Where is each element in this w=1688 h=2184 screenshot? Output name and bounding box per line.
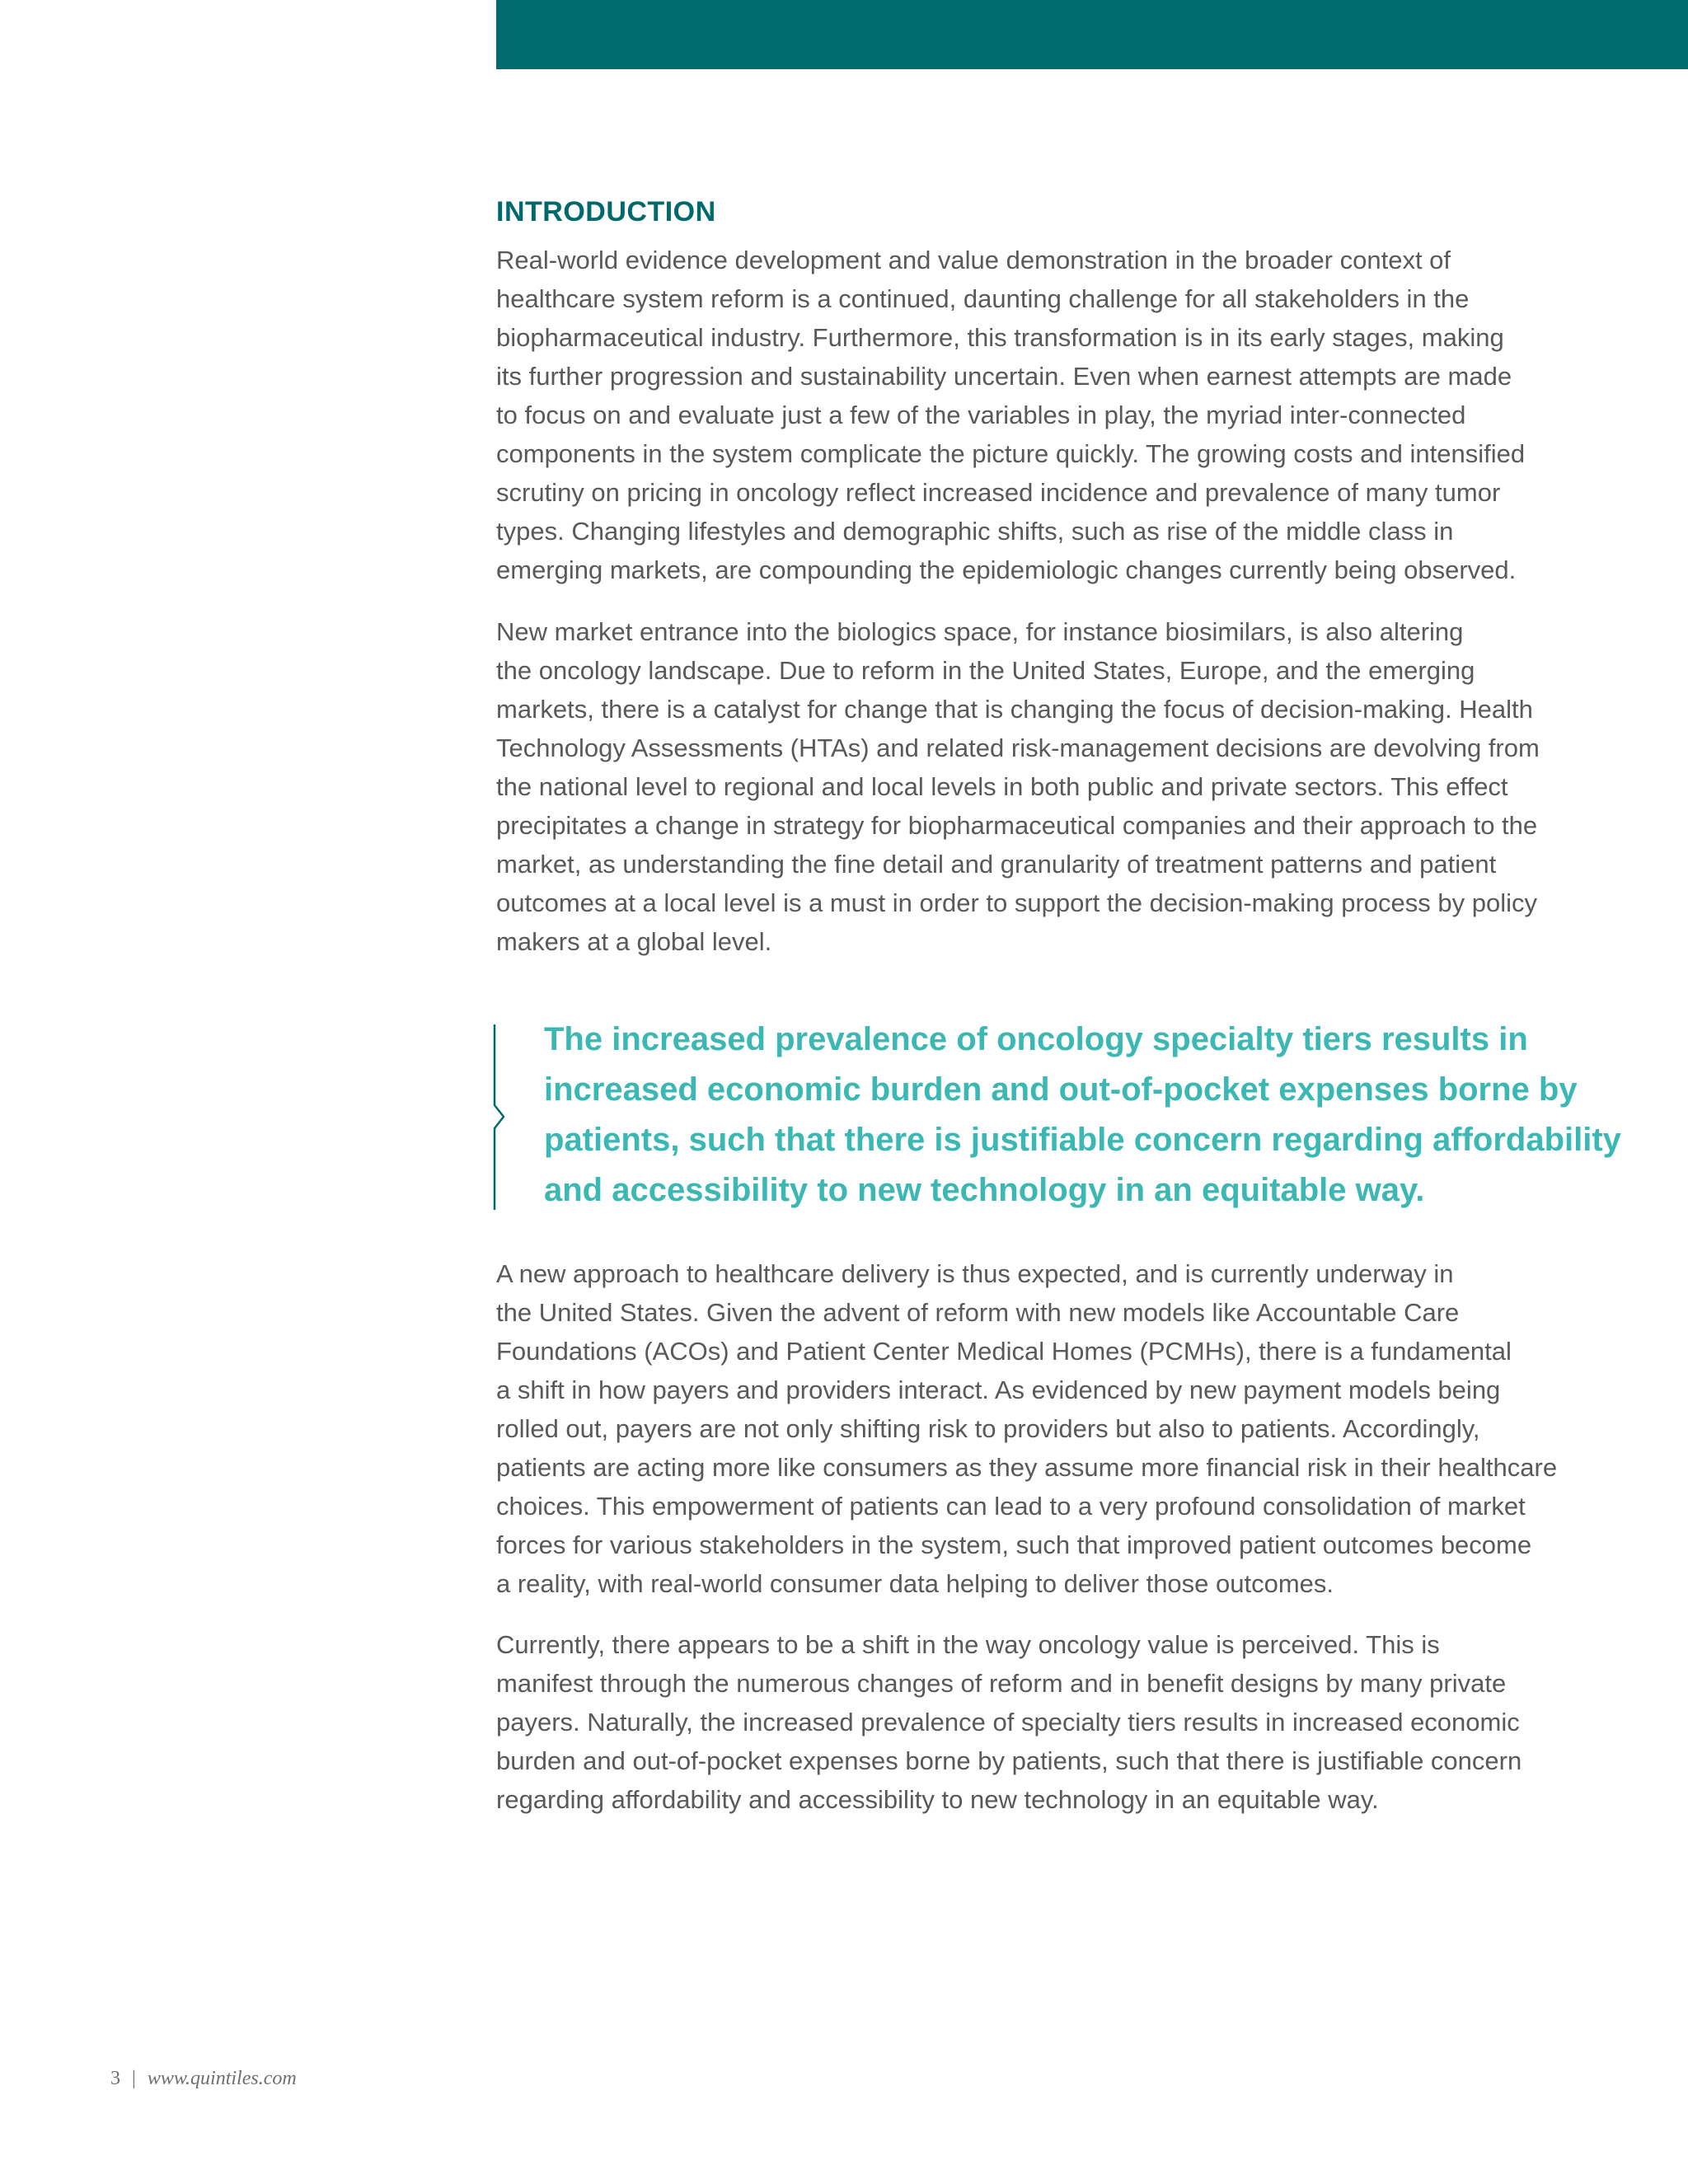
text-line: payers. Naturally, the increased prevalence of specialty tiers results in increased economic: [496, 1708, 1520, 1736]
text-line: types. Changing lifestyles and demographic shifts, such as rise of the middle class in: [496, 517, 1454, 546]
text-line: the national level to regional and local levels in both public and private sectors. This effect: [496, 772, 1508, 801]
text-line: Currently, there appears to be a shift in the way oncology value is perceived. This is: [496, 1630, 1440, 1659]
pull-quote-line: increased economic burden and out-of-pocket expenses borne by: [544, 1071, 1578, 1108]
pull-quote-line: and accessibility to new technology in an equitable way.: [544, 1172, 1425, 1208]
text-line: a reality, with real-world consumer data helping to deliver those outcomes.: [496, 1569, 1334, 1598]
text-line: choices. This empowerment of patients can lead to a very profound consolidation of market: [496, 1492, 1526, 1521]
paragraph-2: [496, 612, 1559, 961]
page-footer: [110, 2064, 297, 2093]
text-line: emerging markets, are compounding the epidemiologic changes currently being observed.: [496, 555, 1517, 584]
paragraph-1: [496, 241, 1559, 589]
text-line: its further progression and sustainability uncertain. Even when earnest attempts are made: [496, 362, 1512, 391]
text-line: the United States. Given the advent of reform with new models like Accountable Care: [496, 1298, 1460, 1327]
text-line: to focus on and evaluate just a few of the variables in play, the myriad inter-connected: [496, 401, 1466, 429]
pull-quote-line: The increased prevalence of oncology specialty tiers results in: [544, 1021, 1528, 1057]
pull-quote: [544, 1015, 1621, 1216]
text-line: forces for various stakeholders in the system, such that improved patient outcomes become: [496, 1530, 1532, 1559]
text-line: patients are acting more like consumers as they assume more financial risk in their healthcare: [496, 1453, 1558, 1482]
text-line: outcomes at a local level is a must in order to support the decision-making process by policy: [496, 888, 1537, 917]
text-line: burden and out-of-pocket expenses borne by patients, such that there is justifiable concern: [496, 1746, 1522, 1775]
text-line: New market entrance into the biologics space, for instance biosimilars, is also altering: [496, 617, 1464, 646]
text-line: Technology Assessments (HTAs) and related risk-management decisions are devolving from: [496, 733, 1540, 762]
text-line: manifest through the numerous changes of reform and in benefit designs by many private: [496, 1669, 1507, 1698]
text-line: healthcare system reform is a continued, daunting challenge for all stakeholders in the: [496, 284, 1470, 313]
text-line: components in the system complicate the picture quickly. The growing costs and intensified: [496, 439, 1526, 468]
section-heading: INTRODUCTION: [496, 196, 716, 227]
text-line: regarding affordability and accessibility to new technology in an equitable way.: [496, 1785, 1379, 1814]
text-line: market, as understanding the fine detail and granularity of treatment patterns and patient: [496, 850, 1497, 879]
paragraph-4: [496, 1625, 1559, 1819]
text-line: precipitates a change in strategy for biopharmaceutical companies and their approach to the: [496, 811, 1538, 840]
page-number: 3: [110, 2068, 120, 2089]
text-line: rolled out, payers are not only shifting risk to providers but also to patients. Accordingly,: [496, 1414, 1480, 1443]
footer-separator: |: [132, 2068, 136, 2089]
text-line: biopharmaceutical industry. Furthermore, this transformation is in its early stages, making: [496, 323, 1504, 352]
text-line: scrutiny on pricing in oncology reflect increased incidence and prevalence of many tumor: [496, 478, 1501, 507]
quote-bracket-icon: [487, 1024, 512, 1210]
text-line: a shift in how payers and providers interact. As evidenced by new payment models being: [496, 1376, 1501, 1404]
text-line: A new approach to healthcare delivery is thus expected, and is currently underway in: [496, 1259, 1454, 1288]
footer-url-link[interactable]: www.quintiles.com: [147, 2068, 297, 2089]
text-line: makers at a global level.: [496, 927, 772, 956]
text-line: markets, there is a catalyst for change that is changing the focus of decision-making. Health: [496, 695, 1533, 724]
text-line: the oncology landscape. Due to reform in the United States, Europe, and the emerging: [496, 656, 1475, 685]
paragraph-3: [496, 1254, 1559, 1603]
header-color-bar: [496, 0, 1688, 69]
text-line: Real-world evidence development and value demonstration in the broader context of: [496, 246, 1451, 274]
text-line: Foundations (ACOs) and Patient Center Medical Homes (PCMHs), there is a fundamental: [496, 1337, 1512, 1366]
pull-quote-line: patients, such that there is justifiable concern regarding affordability: [544, 1122, 1621, 1158]
